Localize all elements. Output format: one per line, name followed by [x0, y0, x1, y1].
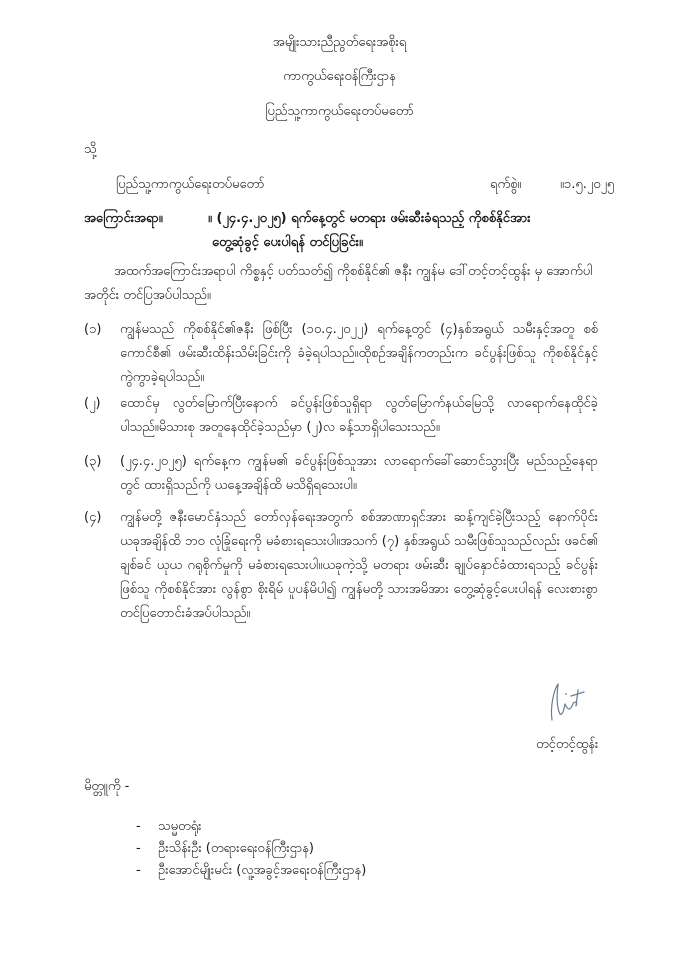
cc-label: မိတ္တူကို - — [84, 779, 130, 794]
cc-item — [136, 818, 201, 836]
recipient: ပြည်သူ့ကာကွယ်ရေးတပ်မတော် — [116, 177, 265, 192]
header-pdf: ပြည်သူ့ကာကွယ်ရေးတပ်မတော် — [265, 104, 414, 119]
date-label: ရက်စွဲ။ — [490, 177, 522, 192]
item-text-2: ထောင်မှ လွတ်မြောက်ပြီးနောက် ခင်ပွန်းဖြစ်သူရှိရာ လွတ်မြောက်နယ်မြေသို့ လာရောက်နေထိုင်ခဲ့ပါသည်။မိသားစု အတူနေထိုင်ခဲ့သည်မှာ (၂)လ ခန့်သာရှိပါသေးသည်။ — [120, 396, 598, 435]
subject-label: အကြောင်းအရာ။ — [84, 211, 163, 226]
cc-item-text: ဦးသိန်းဦး (တရားရေးဝန်ကြီးဌာန) — [158, 841, 315, 856]
intro-paragraph: အထက်အကြောင်းအရာပါ ကိစ္စနှင့် ပတ်သတ်၍ ကိုစစ်နိုင်၏ ဇနီး ကျွန်မ ဒေါ်တင့်တင့်ထွန်း မှ အောက်ပါအတိုင်း တင်ပြအပ်ပါသည်။ — [84, 264, 593, 303]
item-number-1: (၁) — [84, 322, 102, 337]
item-number-3: (၃) — [84, 454, 102, 469]
header-ministry: ကာကွယ်ရေးဝန်ကြီးဌာန — [283, 69, 396, 84]
item-number-4: (၄) — [84, 510, 102, 525]
header-government: အမျိုးသားညီညွတ်ရေးအစိုးရ — [272, 35, 407, 50]
handwritten-signature — [540, 676, 590, 726]
cc-item — [136, 840, 314, 858]
to-label: သို့ — [84, 142, 97, 157]
signatory-name: တင့်တင့်ထွန်း — [536, 737, 599, 752]
cc-item-text: သမ္မတရုံး — [158, 819, 202, 834]
cc-item-text: ဦးအောင်မျိုးမင်း (လူ့အခွင့်အရေးဝန်ကြီးဌာန) — [158, 863, 367, 878]
item-text-1: ကျွန်မသည် ကိုစစ်နိုင်၏ဇနီး ဖြစ်ပြီး (၁၀.၄.၂၀၂၂) ရက်နေ့တွင် (၄)နှစ်အရွယ် သမီးနှင့်အတူ စစ်ကောင်စီ၏ ဖမ်းဆီးထိန်းသိမ်းခြင်းကို ခံခဲ့ရပါသည်။ထိုစဉ်အချိန်ကတည်းက ခင်ပွန်းဖြစ်သူ ကိုစစ်နိုင်နှင့် ကွဲကွာခဲ့ရပါသည်။ — [120, 322, 598, 385]
item-number-2: (၂) — [84, 396, 101, 411]
item-text-3: (၂၄.၄.၂၀၂၅) ရက်နေ့က ကျွန်မ၏ ခင်ပွန်းဖြစ်သူအား လာရောက်ခေါ်ဆောင်သွားပြီး မည်သည့်နေရာတွင် ထားရှိသည်ကို ယနေ့အချိန်ထိ မသိရှိရသေးပါ။ — [120, 454, 598, 493]
subject-line-2: တွေ့ဆုံခွင့် ပေးပါရန် တင်ပြခြင်း။ — [212, 235, 363, 250]
cc-dash: - — [136, 819, 141, 834]
cc-dash: - — [136, 863, 141, 878]
cc-item — [136, 862, 366, 880]
date-value: ။၁.၅.၂၀၂၅ — [560, 177, 615, 192]
subject-line-1: ။ (၂၄.၄.၂၀၂၅) ရက်နေ့တွင် မတရား ဖမ်းဆီးခံရသည့် ကိုစစ်နိုင်အား — [208, 211, 531, 226]
cc-dash: - — [136, 841, 141, 856]
item-text-4: ကျွန်မတို့ ဇနီးမောင်နှံသည် တော်လှန်ရေးအတွက် စစ်အာဏာရှင်အား ဆန့်ကျင်ခဲ့ပြီးသည့် နောက်ပိုင်း ယခုအချိန်ထိ ဘဝ လုံခြုံရေးကို မခံစားရသေးပါ။အသက် (၇) နှစ်အရွယ် သမီးဖြစ်သူသည်လည်း ဖခင်၏ ချစ်ခင် ယုယ ဂရုစိုက်မှုကို မခံစားရသေးပါ။ယခုကဲ့သို့ မတရား ဖမ်းဆီး ချုပ်နှောင်ခံထားရသည့် ခင်ပွန်းဖြစ်သူ ကိုစစ်နိုင်အား လွန်စွာ စိုးရိမ် ပူပန်မိပါ၍ ကျွန်မတို့ သားအမိအား တွေ့ဆုံခွင့်ပေးပါရန် လေးစားစွာ တင်ပြတောင်းခံအပ်ပါသည်။ — [120, 510, 598, 621]
